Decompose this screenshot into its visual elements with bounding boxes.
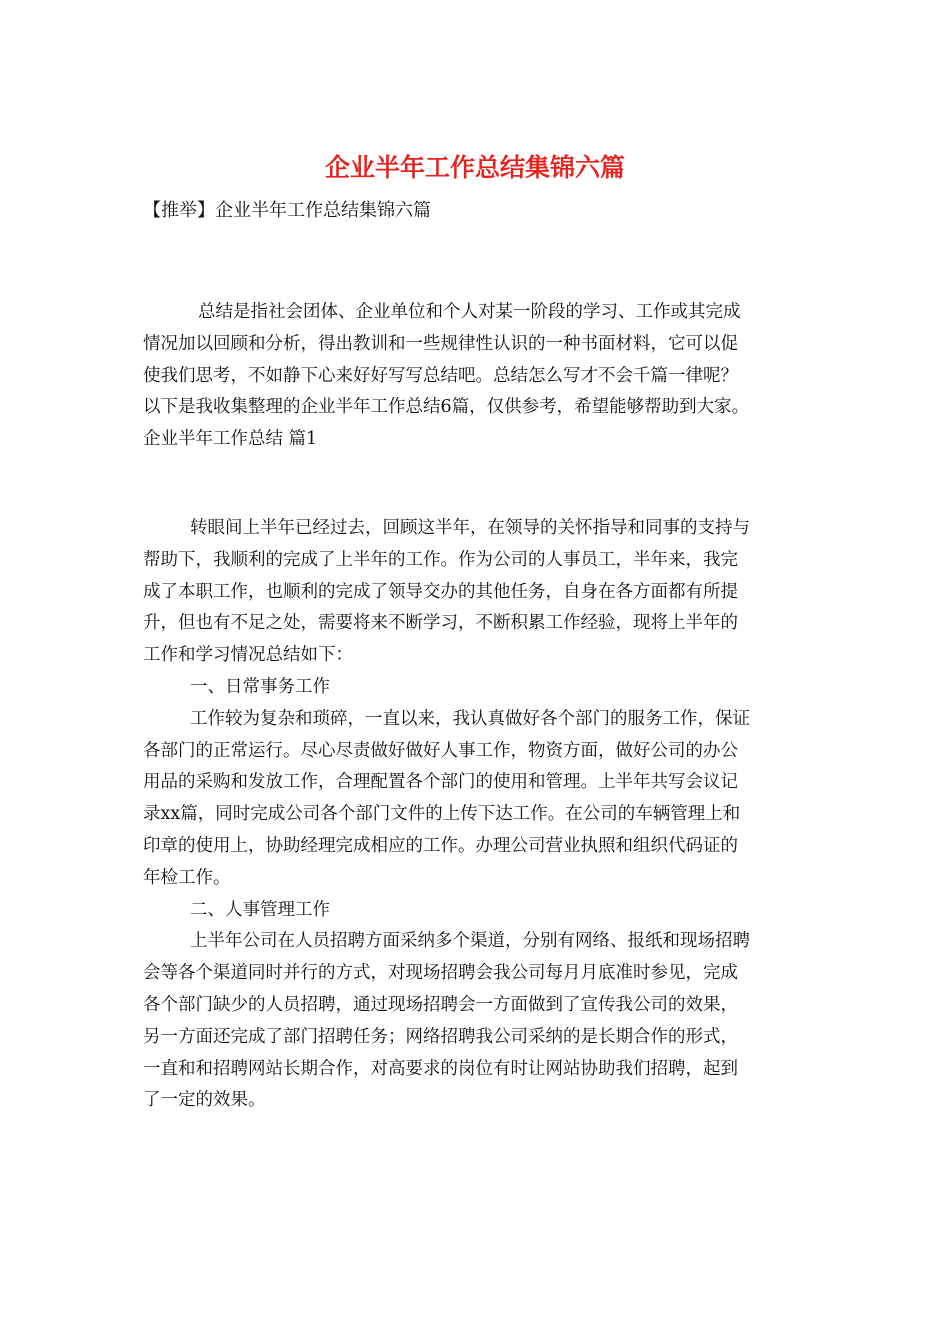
document-title: 企业半年工作总结集锦六篇 (324, 153, 625, 182)
text-line: 上半年公司在人员招聘方面采纳多个渠道，分别有网络、报纸和现场招聘 (190, 931, 750, 952)
text-line: 使我们思考，不如静下心来好好写写总结吧。总结怎么写才不会千篇一律呢？ (143, 365, 738, 386)
text-line: 会等各个渠道同时并行的方式，对现场招聘会我公司每月月底准时参见，完成 (143, 963, 738, 984)
section-heading-1: 一、日常事务工作 (190, 676, 330, 697)
section-heading-2: 二、人事管理工作 (190, 899, 330, 920)
text-line: 一直和和招聘网站长期合作，对高要求的岗位有时让网站协助我们招聘，起到 (143, 1058, 738, 1079)
text-line: 成了本职工作，也顺利的完成了领导交办的其他任务，自身在各方面都有所提 (143, 581, 738, 602)
text-line: 年检工作。 (143, 867, 231, 888)
text-line: 了一定的效果。 (143, 1090, 266, 1111)
text-line: 转眼间上半年已经过去，回顾这半年，在领导的关怀指导和同事的支持与 (190, 518, 750, 538)
section-label: 企业半年工作总结 篇1 (143, 429, 318, 450)
text-line: 总结是指社会团体、企业单位和个人对某一阶段的学习、工作或其完成 (198, 302, 741, 322)
paragraph-1 (143, 513, 807, 1117)
document-subtitle: 【推举】企业半年工作总结集锦六篇 (143, 200, 431, 221)
text-line: 升，但也有不足之处，需要将来不断学习，不断积累工作经验，现将上半年的 (143, 613, 738, 634)
text-line: 印章的使用上，协助经理完成相应的工作。办理公司营业执照和组织代码证的 (143, 835, 738, 856)
text-line: 录xx篇，同时完成公司各个部门文件的上传下达工作。在公司的车辆管理上和 (143, 804, 741, 825)
intro-paragraph (143, 297, 807, 456)
text-line: 各个部门缺少的人员招聘，通过现场招聘会一方面做到了宣传我公司的效果， (143, 994, 738, 1015)
text-line: 各部门的正常运行。尽心尽责做好做好人事工作，物资方面，做好公司的办公 (143, 740, 738, 761)
text-line: 用品的采购和发放工作，合理配置各个部门的使用和管理。上半年共写会议记 (143, 772, 738, 793)
text-line: 工作和学习情况总结如下： (143, 645, 353, 666)
text-line: 帮助下，我顺利的完成了上半年的工作。作为公司的人事员工，半年来，我完 (143, 549, 738, 570)
text-line: 工作较为复杂和琐碎，一直以来，我认真做好各个部门的服务工作，保证 (190, 708, 750, 729)
text-line: 另一方面还完成了部门招聘任务；网络招聘我公司采纳的是长期合作的形式， (143, 1026, 738, 1047)
text-line: 以下是我收集整理的企业半年工作总结6篇，仅供参考，希望能够帮助到大家。 (143, 397, 750, 418)
text-line: 情况加以回顾和分析，得出教训和一些规律性认识的一种书面材料，它可以促 (143, 333, 738, 354)
